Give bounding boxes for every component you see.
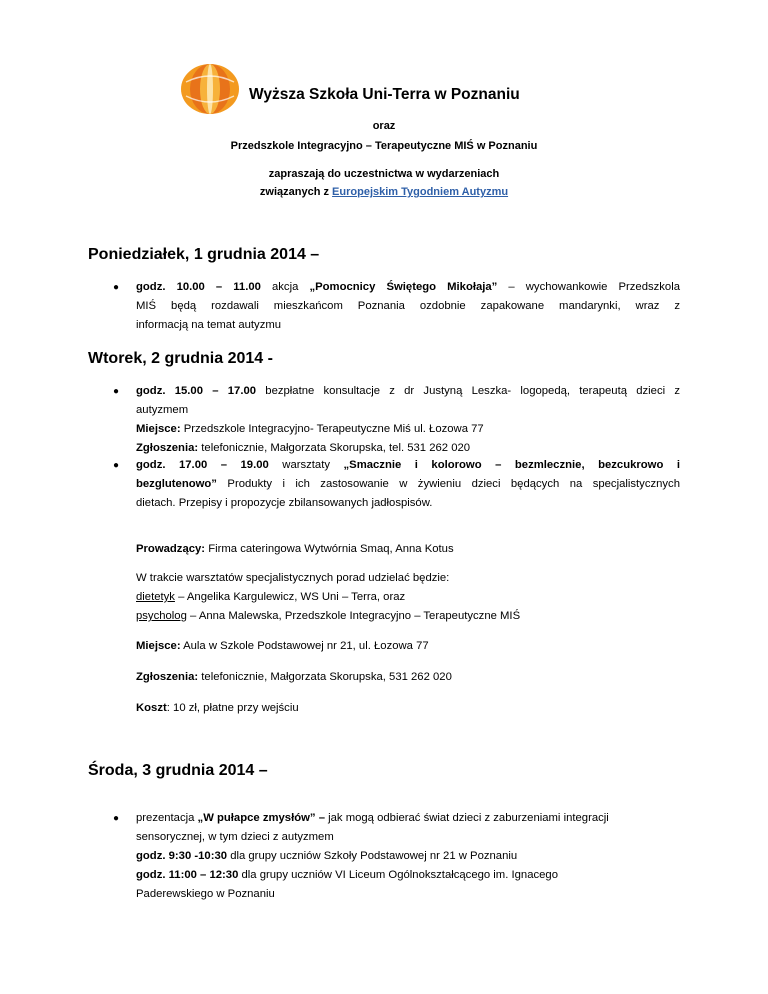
wednesday-item: [136, 809, 680, 904]
invite-line-2: [0, 186, 768, 198]
psych-label: psycholog: [136, 610, 187, 622]
dietitian-value: – Angelika Kargulewicz, WS Uni – Terra, oraz: [178, 591, 406, 603]
place-value: Aula w Szkole Podstawowej nr 21, ul. Łozowa 77: [183, 640, 429, 652]
wednesday-time-1: godz. 9:30 -10:30: [136, 850, 228, 862]
signup-label: Zgłoszenia:: [136, 442, 199, 454]
workshop-place: [136, 637, 680, 656]
monday-action: „Pomocnicy Świętego Mikołaja”: [309, 281, 498, 293]
monday-heading: Poniedziałek, 1 grudnia 2014 –: [88, 246, 320, 263]
partner-name: Przedszkole Integracyjno – Terapeutyczne MIŚ w Poznaniu: [230, 140, 538, 152]
signup-label: Zgłoszenia:: [136, 671, 199, 683]
invite-line: zapraszają do uczestnictwa w wydarzeniach: [268, 168, 500, 180]
dietitian-label: dietetyk: [136, 591, 175, 603]
bullet-icon: ●: [113, 813, 120, 824]
advisors-block: [136, 569, 680, 626]
place-value: Przedszkole Integracyjno- Terapeutyczne Miś ul. Łozowa 77: [183, 423, 484, 435]
advice-intro: W trakcie warsztatów specjalistycznych porad udzielać będzie:: [136, 572, 450, 584]
monday-line-3: informacją na temat autyzmu: [136, 319, 282, 331]
workshop-desc-2: dietach. Przepisy i propozycje zbilansowanych jadłospisów.: [136, 497, 433, 509]
bullet-icon: ●: [113, 460, 120, 471]
and-label: oraz: [372, 120, 396, 132]
tuesday-consult: bezpłatne konsultacje z dr Justyną Leszka- logopedą, terapeutą dzieci z: [265, 385, 681, 397]
wednesday-time-2: godz. 11:00 – 12:30: [136, 869, 239, 881]
tuesday-item-2: [136, 456, 680, 513]
workshop-cost: [136, 699, 680, 718]
monday-line-2: MIŚ będą rozdawali mieszkańcom Poznania ozdobnie zapakowane mandarynki, wraz z: [136, 300, 680, 312]
place-label: Miejsce:: [136, 423, 181, 435]
wednesday-heading: Środa, 3 grudnia 2014 –: [88, 762, 268, 779]
lead-line: [136, 540, 680, 559]
monday-text-2: – wychowankowie Przedszkola: [508, 281, 681, 293]
lead-label: Prowadzący:: [136, 543, 206, 555]
org-title: Wyższa Szkoła Uni-Terra w Poznaniu: [249, 86, 520, 103]
monday-text: akcja: [272, 281, 299, 293]
presentation-title: „W pułapce zmysłów” –: [197, 812, 325, 824]
university-logo: [176, 62, 244, 116]
invite-prefix: związanych z: [259, 186, 333, 198]
workshop-desc: Produkty i ich zastosowanie w żywieniu dzieci będących na specjalistycznych: [227, 478, 680, 490]
place-label: Miejsce:: [136, 640, 181, 652]
workshop-signup: [136, 668, 680, 687]
autism-week-link[interactable]: Europejskim Tygodniem Autyzmu: [332, 186, 509, 198]
group-2: dla grupy uczniów VI Liceum Ogólnokształcącego im. Ignacego: [241, 869, 558, 881]
presentation-label: prezentacja: [136, 812, 195, 824]
tuesday-time-1: godz. 15.00 – 17.00: [136, 385, 257, 397]
bullet-icon: ●: [113, 386, 120, 397]
tuesday-heading: Wtorek, 2 grudnia 2014 -: [88, 350, 273, 367]
workshop-title-2: bezglutenowo”: [136, 478, 217, 490]
tuesday-item-1: [136, 382, 680, 458]
group-1: dla grupy uczniów Szkoły Podstawowej nr 21 w Poznaniu: [230, 850, 518, 862]
monday-time: godz. 10.00 – 11.00: [136, 281, 261, 293]
cost-value: : 10 zł, płatne przy wejściu: [166, 702, 299, 714]
signup-value: telefonicznie, Małgorzata Skorupska, tel. 531 262 020: [201, 442, 471, 454]
presentation-desc-2: sensorycznej, w tym dzieci z autyzmem: [136, 831, 334, 843]
workshop-title: „Smacznie i kolorowo – bezmlecznie, bezcukrowo i: [343, 459, 680, 471]
monday-item: [136, 278, 680, 335]
tuesday-consult-2: autyzmem: [136, 404, 189, 416]
lead-value: Firma cateringowa Wytwórnia Smaq, Anna Kotus: [208, 543, 454, 555]
workshop-label: warsztaty: [282, 459, 331, 471]
group-2-cont: Paderewskiego w Poznaniu: [136, 888, 275, 900]
psych-value: – Anna Malewska, Przedszkole Integracyjno – Terapeutyczne MIŚ: [190, 610, 521, 622]
tuesday-time-2: godz. 17.00 – 19.00: [136, 459, 269, 471]
bullet-icon: ●: [113, 282, 120, 293]
presentation-desc: jak mogą odbierać świat dzieci z zaburzeniami integracji: [328, 812, 609, 824]
cost-label: Koszt: [136, 702, 167, 714]
signup-value: telefonicznie, Małgorzata Skorupska, 531 262 020: [201, 671, 452, 683]
